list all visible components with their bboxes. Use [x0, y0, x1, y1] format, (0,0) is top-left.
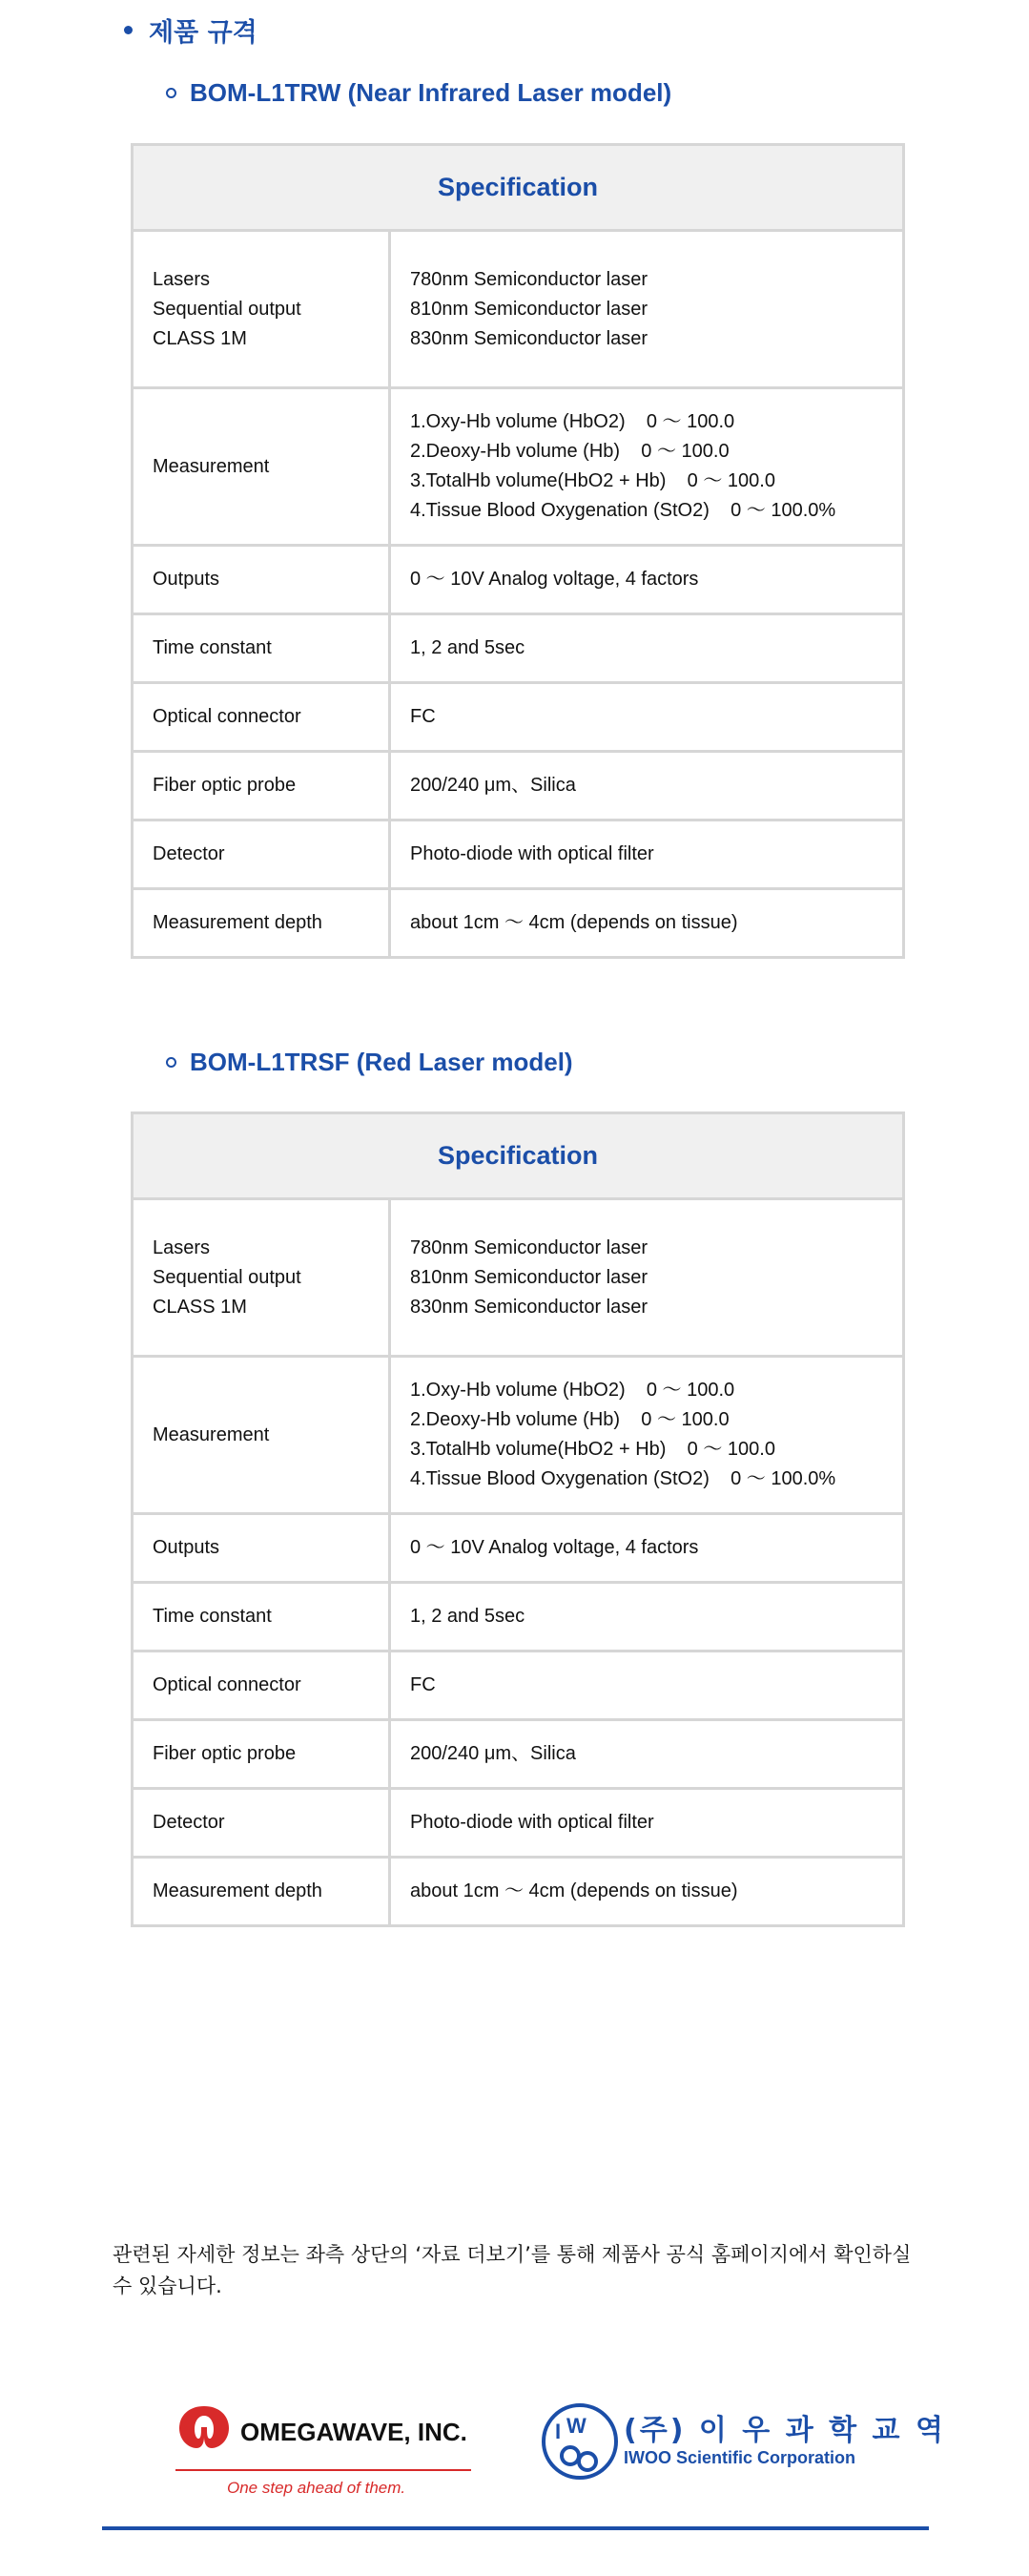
row-value: about 1cm ～ 4cm (depends on tissue) — [390, 889, 904, 958]
iwoo-english-name: IWOO Scientific Corporation — [624, 2448, 856, 2467]
row-value: 1, 2 and 5sec — [390, 1583, 904, 1652]
table-row — [133, 546, 904, 614]
row-label: Detector — [133, 821, 390, 889]
section-heading-text: 제품 규격 — [149, 18, 257, 48]
row-value: about 1cm ～ 4cm (depends on tissue) — [390, 1858, 904, 1926]
bottom-divider — [102, 2526, 929, 2530]
row-value: Photo-diode with optical filter — [390, 821, 904, 889]
iwoo-logo — [542, 2400, 946, 2486]
row-value: 200/240 μm、Silica — [390, 1720, 904, 1789]
row-value: FC — [390, 1652, 904, 1720]
row-label: Measurement depth — [133, 889, 390, 958]
row-label: Optical connector — [133, 1652, 390, 1720]
table-row — [133, 889, 904, 958]
table-row — [133, 388, 904, 546]
row-value: 780nm Semiconductor laser 810nm Semiconductor laser 830nm Semiconductor laser — [390, 1199, 904, 1357]
row-label: Measurement depth — [133, 1858, 390, 1926]
logo-footer — [0, 2385, 1029, 2557]
model-title-text: BOM-L1TRSF (Red Laser model) — [190, 1048, 573, 1076]
row-value: 1.Oxy-Hb volume (HbO2) 0 ～ 100.0 2.Deoxy-Hb volume (Hb) 0 ～ 100.0 3.TotalHb volume(HbO2 + Hb) 0 ～ 100.0 4.Tissue Blood Oxygenation (StO2) 0 ～ 100.0% — [390, 1357, 904, 1514]
row-label: Outputs — [133, 1514, 390, 1583]
row-value: 780nm Semiconductor laser 810nm Semiconductor laser 830nm Semiconductor laser — [390, 231, 904, 388]
row-label: Optical connector — [133, 683, 390, 752]
row-label: Time constant — [133, 614, 390, 683]
table-row — [133, 1789, 904, 1858]
omegawave-logo — [175, 2402, 467, 2497]
row-value: 1, 2 and 5sec — [390, 614, 904, 683]
omegawave-tagline: One step ahead of them. — [227, 2479, 406, 2497]
table-row — [133, 1652, 904, 1720]
divider — [175, 2469, 471, 2471]
spec-table-1 — [131, 143, 905, 959]
spec-table-2 — [131, 1111, 905, 1927]
iwoo-korean-name: (주) 이 우 과 학 교 역 — [624, 2414, 946, 2447]
table-row — [133, 1199, 904, 1357]
table-row — [133, 614, 904, 683]
row-label: Lasers Sequential output CLASS 1M — [133, 231, 390, 388]
row-label: Outputs — [133, 546, 390, 614]
model-title-1 — [166, 78, 671, 108]
row-label: Detector — [133, 1789, 390, 1858]
iwoo-emblem-icon — [542, 2400, 618, 2483]
svg-text:W: W — [566, 2414, 587, 2438]
table-row — [133, 821, 904, 889]
row-label: Measurement — [133, 1357, 390, 1514]
row-value: 200/240 μm、Silica — [390, 752, 904, 821]
info-notice: 관련된 자세한 정보는 좌측 상단의 ‘자료 더보기’를 통해 제품사 공식 홈페이지에서 확인하실 수 있습니다. — [113, 2243, 912, 2297]
row-value: Photo-diode with optical filter — [390, 1789, 904, 1858]
table-row — [133, 1514, 904, 1583]
table-row — [133, 1583, 904, 1652]
section-heading — [124, 11, 257, 49]
table-row — [133, 1858, 904, 1926]
table-row — [133, 1357, 904, 1514]
table-row — [133, 1720, 904, 1789]
svg-text:I: I — [555, 2420, 562, 2443]
table-row — [133, 683, 904, 752]
row-label: Fiber optic probe — [133, 752, 390, 821]
row-value: 0 ～ 10V Analog voltage, 4 factors — [390, 1514, 904, 1583]
row-value: FC — [390, 683, 904, 752]
row-value: 1.Oxy-Hb volume (HbO2) 0 ～ 100.0 2.Deoxy-Hb volume (Hb) 0 ～ 100.0 3.TotalHb volume(HbO2 + Hb) 0 ～ 100.0 4.Tissue Blood Oxygenation (StO2) 0 ～ 100.0% — [390, 388, 904, 546]
model-title-text: BOM-L1TRW (Near Infrared Laser model) — [190, 78, 672, 107]
row-label: Time constant — [133, 1583, 390, 1652]
row-label: Measurement — [133, 388, 390, 546]
spec-header: Specification — [133, 145, 904, 231]
circle-bullet-icon — [166, 88, 176, 98]
table-row — [133, 231, 904, 388]
bullet-icon — [124, 26, 133, 34]
circle-bullet-icon — [166, 1057, 176, 1068]
row-label: Lasers Sequential output CLASS 1M — [133, 1199, 390, 1357]
row-value: 0 ～ 10V Analog voltage, 4 factors — [390, 546, 904, 614]
omega-icon — [175, 2402, 233, 2452]
omegawave-name: OMEGAWAVE, INC. — [240, 2418, 467, 2446]
model-title-2 — [166, 1048, 573, 1077]
spec-header: Specification — [133, 1113, 904, 1199]
row-label: Fiber optic probe — [133, 1720, 390, 1789]
table-row — [133, 752, 904, 821]
